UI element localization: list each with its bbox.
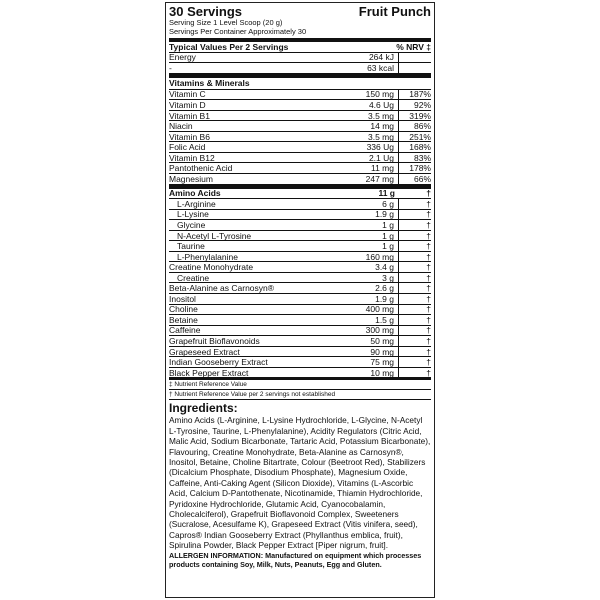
nutrient-amount: 247 mg <box>365 173 394 184</box>
nutrient-nrv: † <box>398 315 431 325</box>
nutrient-row <box>169 210 431 221</box>
serving-size: Serving Size 1 Level Scoop (20 g) <box>169 18 283 27</box>
nutrient-amount: 3.5 mg <box>368 110 394 121</box>
nutrient-name: L-Arginine <box>177 198 216 209</box>
nutrient-nrv: † <box>398 231 431 241</box>
nutrient-nrv: † <box>398 326 431 336</box>
nutrient-amount: 11 g <box>378 188 395 199</box>
nutrient-name: Vitamin B1 <box>169 110 210 121</box>
nutrient-nrv: 251% <box>398 132 431 142</box>
nutrient-row <box>169 121 431 132</box>
nutrient-name: Taurine <box>177 241 205 252</box>
nutrient-name: Black Pepper Extract <box>169 367 249 378</box>
nutrient-row <box>169 231 431 242</box>
nutrient-name: Vitamin B12 <box>169 152 215 163</box>
nutrient-row <box>169 283 431 294</box>
servings-per-container: Servings Per Container Approximately 30 <box>169 26 307 36</box>
nutrient-amount: 300 mg <box>365 325 394 336</box>
nutrient-row <box>169 63 431 74</box>
nutrient-name: N-Acetyl L-Tyrosine <box>177 230 252 241</box>
nutrient-nrv: 187% <box>398 90 431 100</box>
nutrient-amount: 75 mg <box>370 357 394 368</box>
nutrient-nrv: † <box>426 188 431 199</box>
nutrient-amount: 3.5 mg <box>368 131 394 142</box>
nutrient-row <box>169 53 431 64</box>
footnotes <box>169 380 431 400</box>
nutrient-row <box>169 294 431 305</box>
nutrient-nrv <box>398 63 431 73</box>
nutrient-nrv: 86% <box>398 121 431 131</box>
nutrient-row <box>169 262 431 273</box>
nutrient-amount: 2.6 g <box>375 283 394 294</box>
nutrient-amount: 3.4 g <box>375 262 394 273</box>
nutrient-amount: 14 mg <box>370 121 394 132</box>
footnote-nrv: ‡ Nutrient Reference Value <box>169 380 431 390</box>
ingredients-text: Amino Acids (L-Arginine, L-Lysine Hydrochloride, L-Glycine, N-Acetyl L-Tyrosine, Taurine, L-Phenylalanine), Acidity Regulators (Citric Acid, Malic Acid, Sodium Bicarbonate, Tartaric Acid, Potassium Bicarbonate), Flavouring, Creatine Monohydrate, Beta-Alanine as Carnosyn®, Inositol, Betaine, Choline Bitartrate, Colour (Beetroot Red), Stabilizers (Dicalcium Phosphate, Disodium Phosphate), Magnesium Oxide, Caffeine, Anti-Caking Agent (Silicon Dioxide), Vitamins (L-Ascorbic Acid, Calcium D-Pantothenate, Nicotinamide, Thiamin Hydrochloride, Pyridoxine Hydrochloride, Glutamic Acid, Cyanocobalamin, Cholecalciferol), Grapefruit Bioflavonoid Complex, Sweeteners (Sucralose, Acesulfame K), Grapeseed Extract (Vitis vinifera, seed), Capros® Indian Gooseberry Extract (Phyllanthus emblica, fruit), Spirulina Powder, Black Pepper Extract [Piper nigrum, fruit]. <box>169 415 431 551</box>
nutrient-name: L-Phenylalanine <box>177 251 238 262</box>
nutrient-nrv: † <box>398 199 431 209</box>
nutrient-row <box>169 163 431 174</box>
nutrient-row <box>169 305 431 316</box>
nutrient-row <box>169 326 431 337</box>
nutrient-amount: 160 mg <box>365 251 394 262</box>
typical-values-title: Typical Values Per 2 Servings <box>169 41 289 52</box>
nutrient-name: Choline <box>169 304 198 315</box>
nutrient-amount: 336 Ug <box>366 142 394 153</box>
nutrient-name: Vitamin D <box>169 99 206 110</box>
nutrient-row <box>169 368 431 379</box>
nutrient-name: Magnesium <box>169 173 213 184</box>
nutrient-name: L-Lysine <box>177 209 209 220</box>
nutrient-name: Creatine <box>177 272 210 283</box>
vitamins-minerals-title: Vitamins & Minerals <box>169 78 431 90</box>
nutrient-nrv: 83% <box>398 153 431 163</box>
footnote-not-established: † Nutrient Reference Value per 2 servings not established <box>169 390 431 400</box>
nutrient-nrv: † <box>398 273 431 283</box>
nutrient-amount: 10 mg <box>370 367 394 378</box>
nutrient-amount: 1.9 g <box>375 293 394 304</box>
nutrient-nrv: † <box>398 262 431 272</box>
nutrient-row <box>169 273 431 284</box>
nrv-header: % NRV ‡ <box>396 41 431 52</box>
nutrient-amount: 264 kJ <box>368 52 394 63</box>
nutrient-amount: 90 mg <box>370 346 394 357</box>
nutrient-amount: 1 g <box>382 241 394 252</box>
nutrient-nrv: † <box>398 305 431 315</box>
nutrient-nrv: † <box>398 294 431 304</box>
nutrient-nrv: † <box>398 357 431 367</box>
nutrient-name: Indian Gooseberry Extract <box>169 357 268 368</box>
ingredients-title: Ingredients: <box>169 401 238 416</box>
nutrient-nrv: † <box>398 283 431 293</box>
nutrient-nrv <box>398 53 431 63</box>
nutrient-amount: 1.5 g <box>375 314 394 325</box>
nutrient-amount: 4.6 Ug <box>368 99 394 110</box>
nutrient-name: Vitamin C <box>169 89 206 100</box>
nutrient-nrv: 319% <box>398 111 431 121</box>
nutrient-row <box>169 100 431 111</box>
nutrient-name: Amino Acids <box>169 188 221 199</box>
nutrient-row <box>169 241 431 252</box>
nutrient-amount: 11 mg <box>371 163 394 174</box>
nutrient-row <box>169 132 431 143</box>
nutrient-amount: 1 g <box>382 230 394 241</box>
nutrient-name: Vitamin B6 <box>169 131 210 142</box>
nutrient-name: Grapeseed Extract <box>169 346 240 357</box>
nutrient-name: Energy <box>169 52 196 63</box>
nutrient-nrv: 92% <box>398 100 431 110</box>
nutrient-nrv: 178% <box>398 163 431 173</box>
nutrition-label <box>165 2 435 598</box>
nutrient-row <box>169 153 431 164</box>
nutrient-row <box>169 252 431 263</box>
nutrient-nrv: † <box>398 252 431 262</box>
allergen-information: ALLERGEN INFORMATION: Manufactured on equipment which processes products containing Soy, Milk, Nuts, Peanuts, Egg and Gluten. <box>169 550 422 570</box>
nutrient-row <box>169 357 431 368</box>
nutrient-row <box>169 199 431 210</box>
nutrient-amount: 150 mg <box>365 89 394 100</box>
nutrient-nrv: † <box>398 241 431 251</box>
other-rows <box>169 189 431 379</box>
typical-values-header <box>169 42 431 53</box>
nutrient-name: - <box>169 62 172 73</box>
nutrient-name: Betaine <box>169 314 198 325</box>
nutrient-name: Creatine Monohydrate <box>169 262 254 273</box>
nutrient-row <box>169 315 431 326</box>
nutrient-name: Caffeine <box>169 325 201 336</box>
servings-count: 30 Servings <box>169 4 242 19</box>
nutrient-amount: 400 mg <box>365 304 394 315</box>
flavour-name: Fruit Punch <box>358 4 431 19</box>
nutrient-name: Niacin <box>169 121 193 132</box>
nutrient-row <box>169 111 431 122</box>
nutrient-row <box>169 220 431 231</box>
label-header <box>169 5 431 19</box>
nutrient-nrv: 66% <box>398 174 431 184</box>
nutrient-amount: 50 mg <box>370 336 394 346</box>
nutrient-row <box>169 336 431 347</box>
vitamins-rows <box>169 90 431 185</box>
nutrient-amount: 63 kcal <box>367 62 394 73</box>
typical-values-rows <box>169 53 431 74</box>
nutrient-nrv: † <box>398 210 431 220</box>
nutrient-nrv: † <box>398 368 431 378</box>
nutrient-row <box>169 174 431 185</box>
nutrient-nrv: † <box>398 347 431 357</box>
nutrient-row <box>169 90 431 101</box>
nutrient-name: Inositol <box>169 293 196 304</box>
nutrient-nrv: † <box>398 336 431 346</box>
nutrient-nrv: † <box>398 220 431 230</box>
nutrient-nrv: 168% <box>398 142 431 152</box>
nutrient-amount: 1.9 g <box>375 209 394 220</box>
nutrient-name: Beta-Alanine as Carnosyn® <box>169 283 275 294</box>
nutrient-amount: 1 g <box>382 219 394 230</box>
nutrient-name: Grapefruit Bioflavonoids <box>169 336 260 346</box>
nutrient-name: Folic Acid <box>169 142 206 153</box>
nutrient-row <box>169 142 431 153</box>
nutrient-name: Glycine <box>177 219 206 230</box>
nutrient-row <box>169 347 431 358</box>
nutrient-row <box>169 189 431 200</box>
nutrient-name: Pantothenic Acid <box>169 163 233 174</box>
nutrient-amount: 2.1 Ug <box>368 152 394 163</box>
nutrient-amount: 6 g <box>382 198 394 209</box>
nutrient-amount: 3 g <box>382 272 394 283</box>
